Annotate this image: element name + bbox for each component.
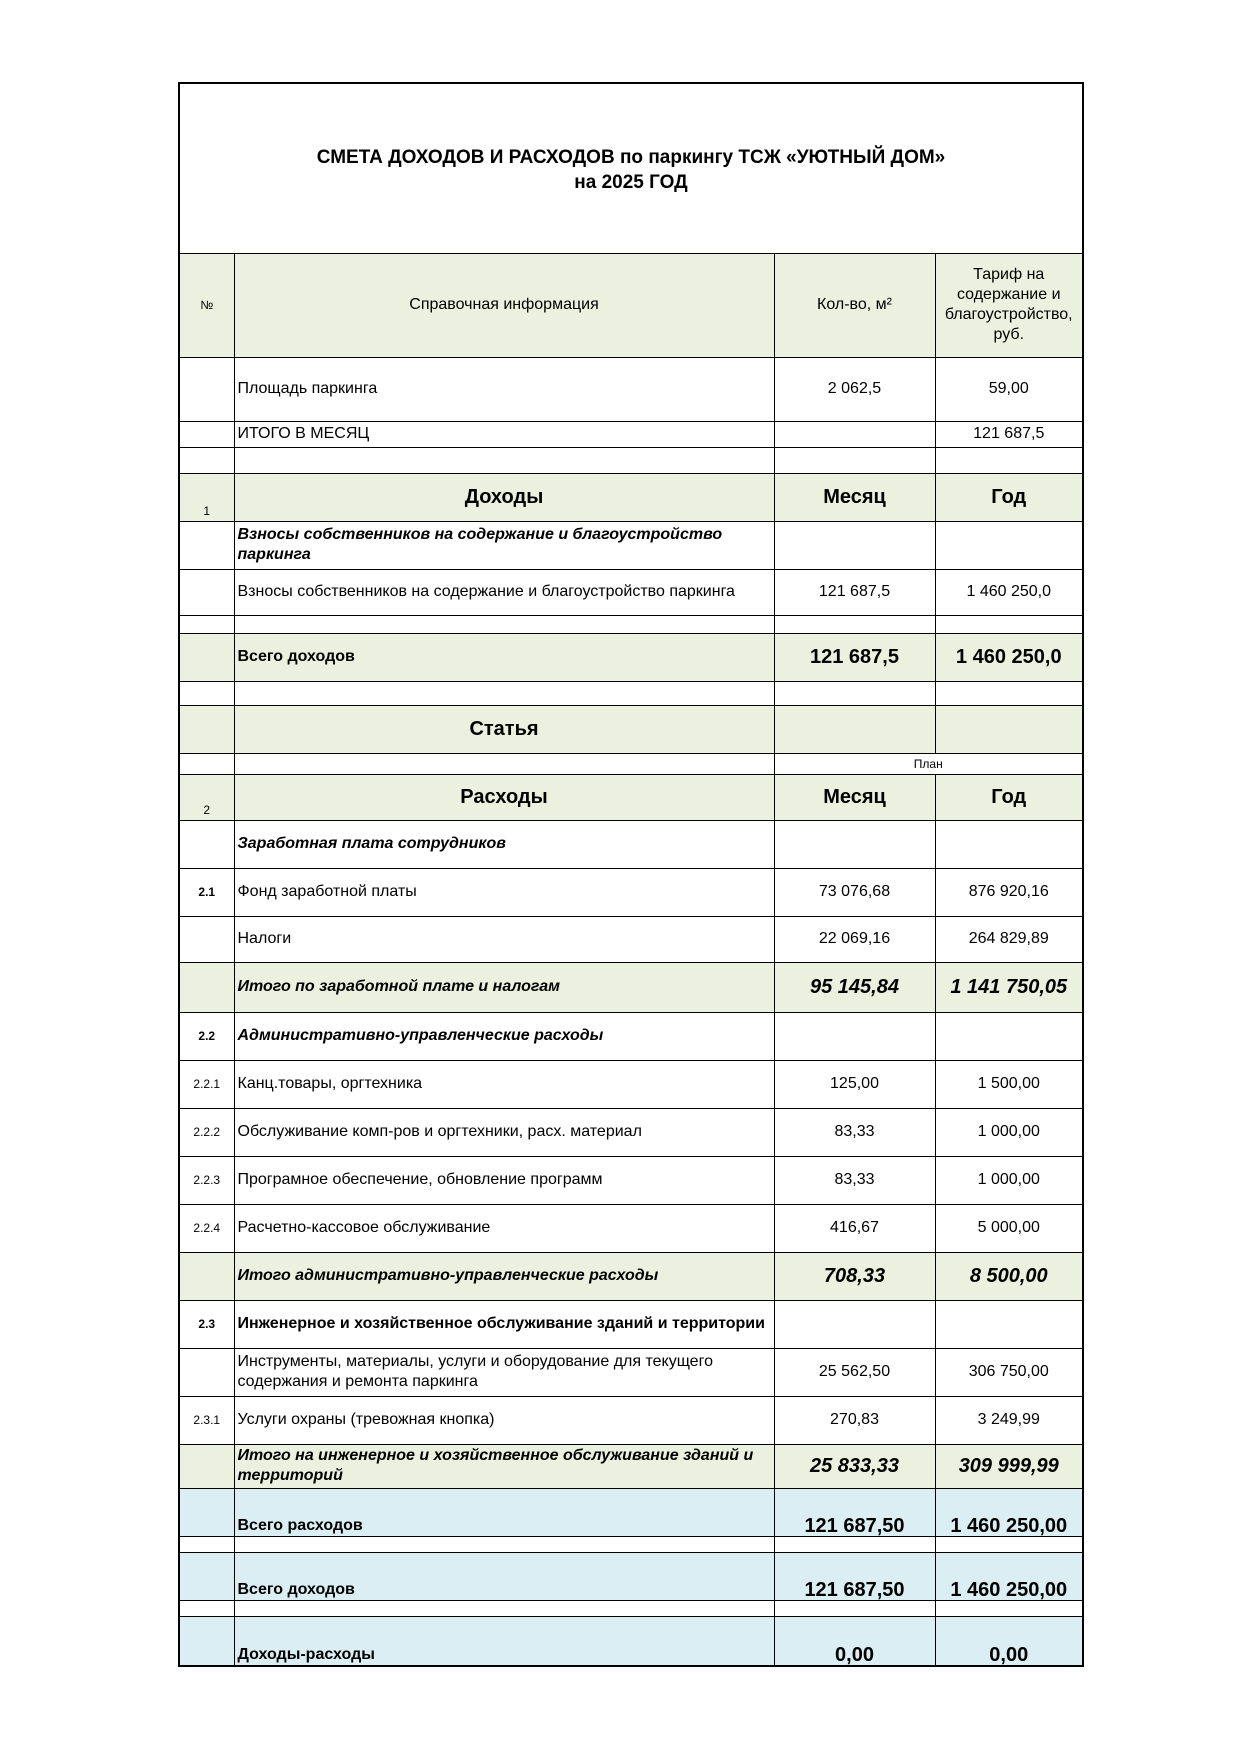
description-cell: Расчетно-кассовое обслуживание <box>234 1204 774 1252</box>
row-number-cell <box>179 1600 234 1616</box>
year-value-cell: 1 500,00 <box>935 1060 1083 1108</box>
description-cell: Обслуживание комп-ров и оргтехники, расх. материал <box>234 1108 774 1156</box>
year-value-cell <box>935 820 1083 868</box>
row-number-cell <box>179 916 234 962</box>
row-number-cell <box>179 1348 234 1396</box>
description-cell: Услуги охраны (тревожная кнопка) <box>234 1396 774 1444</box>
description-cell <box>234 615 774 633</box>
table-row <box>179 1396 1083 1444</box>
description-cell: Взносы собственников на содержание и благоустройство паркинга <box>234 569 774 615</box>
month-value-cell: 121 687,50 <box>774 1488 935 1536</box>
description-cell: Административно-управленческие расходы <box>234 1012 774 1060</box>
month-value-cell: 121 687,5 <box>774 569 935 615</box>
year-value-cell <box>935 521 1083 569</box>
year-value-cell <box>935 681 1083 705</box>
description-cell: Статья <box>234 705 774 753</box>
table-row <box>179 521 1083 569</box>
year-value-cell: 0,00 <box>935 1616 1083 1666</box>
year-value-cell: 1 460 250,0 <box>935 569 1083 615</box>
year-value-cell: 3 249,99 <box>935 1396 1083 1444</box>
description-cell: Всего расходов <box>234 1488 774 1536</box>
document-title <box>179 83 1083 253</box>
description-cell: Взносы собственников на содержание и благоустройство паркинга <box>234 521 774 569</box>
table-row <box>179 1060 1083 1108</box>
table-row <box>179 447 1083 473</box>
row-number-cell <box>179 1536 234 1552</box>
row-number-cell: 2.2.2 <box>179 1108 234 1156</box>
table-row <box>179 1204 1083 1252</box>
year-value-cell: 309 999,99 <box>935 1444 1083 1488</box>
table-row <box>179 1108 1083 1156</box>
table-row <box>179 774 1083 820</box>
year-value-cell <box>935 447 1083 473</box>
description-cell: Налоги <box>234 916 774 962</box>
row-number-cell: 2 <box>179 774 234 820</box>
title-row <box>179 83 1083 253</box>
budget-table-body <box>179 83 1083 1666</box>
row-number-cell <box>179 1488 234 1536</box>
description-cell: Фонд заработной платы <box>234 868 774 916</box>
month-value-cell: 416,67 <box>774 1204 935 1252</box>
description-cell: Инструменты, материалы, услуги и оборудование для текущего содержания и ремонта паркинга <box>234 1348 774 1396</box>
month-value-cell: 125,00 <box>774 1060 935 1108</box>
table-row <box>179 916 1083 962</box>
month-value-cell <box>774 615 935 633</box>
document-title-line2: на 2025 ГОД <box>574 172 688 194</box>
month-value-cell <box>774 1300 935 1348</box>
month-value-cell <box>774 705 935 753</box>
year-value-cell <box>935 705 1083 753</box>
table-row <box>179 681 1083 705</box>
row-number-cell: 2.3 <box>179 1300 234 1348</box>
table-row <box>179 1012 1083 1060</box>
table-row <box>179 1552 1083 1600</box>
year-value-cell: 306 750,00 <box>935 1348 1083 1396</box>
description-cell: Канц.товары, оргтехника <box>234 1060 774 1108</box>
row-number-cell <box>179 962 234 1012</box>
row-number-cell: № <box>179 253 234 357</box>
description-cell: Програмное обеспечение, обновление программ <box>234 1156 774 1204</box>
table-row <box>179 820 1083 868</box>
row-number-cell <box>179 357 234 421</box>
plan-note-cell: План <box>774 753 1083 774</box>
description-cell: Итого на инженерное и хозяйственное обслуживание зданий и территорий <box>234 1444 774 1488</box>
description-cell: Расходы <box>234 774 774 820</box>
month-value-cell <box>774 820 935 868</box>
month-value-cell <box>774 521 935 569</box>
table-row <box>179 705 1083 753</box>
year-value-cell: 1 460 250,00 <box>935 1552 1083 1600</box>
description-cell: Инженерное и хозяйственное обслуживание зданий и территории <box>234 1300 774 1348</box>
description-cell: Доходы <box>234 473 774 521</box>
row-number-cell: 2.2.1 <box>179 1060 234 1108</box>
table-row <box>179 868 1083 916</box>
description-cell <box>234 1536 774 1552</box>
month-value-cell: 0,00 <box>774 1616 935 1666</box>
description-cell: Доходы-расходы <box>234 1616 774 1666</box>
description-cell: Всего доходов <box>234 633 774 681</box>
row-number-cell <box>179 615 234 633</box>
description-cell: Итого административно-управленческие расходы <box>234 1252 774 1300</box>
description-cell: Итого по заработной плате и налогам <box>234 962 774 1012</box>
table-row <box>179 1600 1083 1616</box>
row-number-cell: 1 <box>179 473 234 521</box>
month-value-cell <box>774 1536 935 1552</box>
row-number-cell <box>179 1252 234 1300</box>
month-value-cell: 121 687,50 <box>774 1552 935 1600</box>
row-number-cell <box>179 521 234 569</box>
budget-table <box>178 82 1084 1667</box>
description-cell <box>234 753 774 774</box>
table-row <box>179 1616 1083 1666</box>
row-number-cell <box>179 1444 234 1488</box>
month-value-cell <box>774 447 935 473</box>
year-value-cell: 121 687,5 <box>935 421 1083 447</box>
month-value-cell: 25 833,33 <box>774 1444 935 1488</box>
table-row <box>179 615 1083 633</box>
month-value-cell: 95 145,84 <box>774 962 935 1012</box>
row-number-cell: 2.2.3 <box>179 1156 234 1204</box>
description-cell: Справочная информация <box>234 253 774 357</box>
description-cell: Площадь паркинга <box>234 357 774 421</box>
table-row <box>179 473 1083 521</box>
year-value-cell: 264 829,89 <box>935 916 1083 962</box>
row-number-cell <box>179 681 234 705</box>
month-value-cell: 22 069,16 <box>774 916 935 962</box>
month-value-cell: 708,33 <box>774 1252 935 1300</box>
table-row <box>179 962 1083 1012</box>
month-value-cell <box>774 421 935 447</box>
table-row <box>179 633 1083 681</box>
row-number-cell <box>179 820 234 868</box>
month-value-cell: 270,83 <box>774 1396 935 1444</box>
month-value-cell: 121 687,5 <box>774 633 935 681</box>
description-cell: ИТОГО В МЕСЯЦ <box>234 421 774 447</box>
description-cell: Всего доходов <box>234 1552 774 1600</box>
table-row <box>179 1536 1083 1552</box>
table-row <box>179 569 1083 615</box>
row-number-cell: 2.2 <box>179 1012 234 1060</box>
year-value-cell: 59,00 <box>935 357 1083 421</box>
year-value-cell: Год <box>935 774 1083 820</box>
table-row <box>179 421 1083 447</box>
row-number-cell: 2.3.1 <box>179 1396 234 1444</box>
year-value-cell <box>935 1012 1083 1060</box>
row-number-cell <box>179 1552 234 1600</box>
month-value-cell: 73 076,68 <box>774 868 935 916</box>
year-value-cell: 1 141 750,05 <box>935 962 1083 1012</box>
year-value-cell: 1 460 250,00 <box>935 1488 1083 1536</box>
table-row <box>179 1156 1083 1204</box>
year-value-cell: 876 920,16 <box>935 868 1083 916</box>
month-value-cell: Кол-во, м² <box>774 253 935 357</box>
table-row <box>179 1488 1083 1536</box>
month-value-cell <box>774 1012 935 1060</box>
year-value-cell: 1 460 250,0 <box>935 633 1083 681</box>
year-value-cell: 1 000,00 <box>935 1156 1083 1204</box>
year-value-cell: 1 000,00 <box>935 1108 1083 1156</box>
row-number-cell: 2.2.4 <box>179 1204 234 1252</box>
month-value-cell: 25 562,50 <box>774 1348 935 1396</box>
month-value-cell: 2 062,5 <box>774 357 935 421</box>
row-number-cell <box>179 753 234 774</box>
month-value-cell: Месяц <box>774 774 935 820</box>
description-cell <box>234 1600 774 1616</box>
month-value-cell <box>774 1600 935 1616</box>
table-row <box>179 1444 1083 1488</box>
row-number-cell <box>179 569 234 615</box>
year-value-cell: Тариф на содержание и благоустройство, руб. <box>935 253 1083 357</box>
table-row <box>179 753 1083 774</box>
table-row <box>179 1252 1083 1300</box>
row-number-cell <box>179 633 234 681</box>
description-cell <box>234 447 774 473</box>
year-value-cell: 8 500,00 <box>935 1252 1083 1300</box>
month-value-cell: 83,33 <box>774 1156 935 1204</box>
row-number-cell <box>179 447 234 473</box>
description-cell: Заработная плата сотрудников <box>234 820 774 868</box>
year-value-cell <box>935 1536 1083 1552</box>
year-value-cell <box>935 1300 1083 1348</box>
month-value-cell: Месяц <box>774 473 935 521</box>
month-value-cell: 83,33 <box>774 1108 935 1156</box>
table-row <box>179 1348 1083 1396</box>
row-number-cell <box>179 1616 234 1666</box>
year-value-cell <box>935 615 1083 633</box>
table-row <box>179 1300 1083 1348</box>
year-value-cell <box>935 1600 1083 1616</box>
row-number-cell: 2.1 <box>179 868 234 916</box>
table-row <box>179 357 1083 421</box>
year-value-cell: Год <box>935 473 1083 521</box>
description-cell <box>234 681 774 705</box>
table-row <box>179 253 1083 357</box>
row-number-cell <box>179 421 234 447</box>
year-value-cell: 5 000,00 <box>935 1204 1083 1252</box>
document-title-line1: СМЕТА ДОХОДОВ И РАСХОДОВ по паркингу ТСЖ «УЮТНЫЙ ДОМ» <box>316 147 946 169</box>
month-value-cell <box>774 681 935 705</box>
row-number-cell <box>179 705 234 753</box>
